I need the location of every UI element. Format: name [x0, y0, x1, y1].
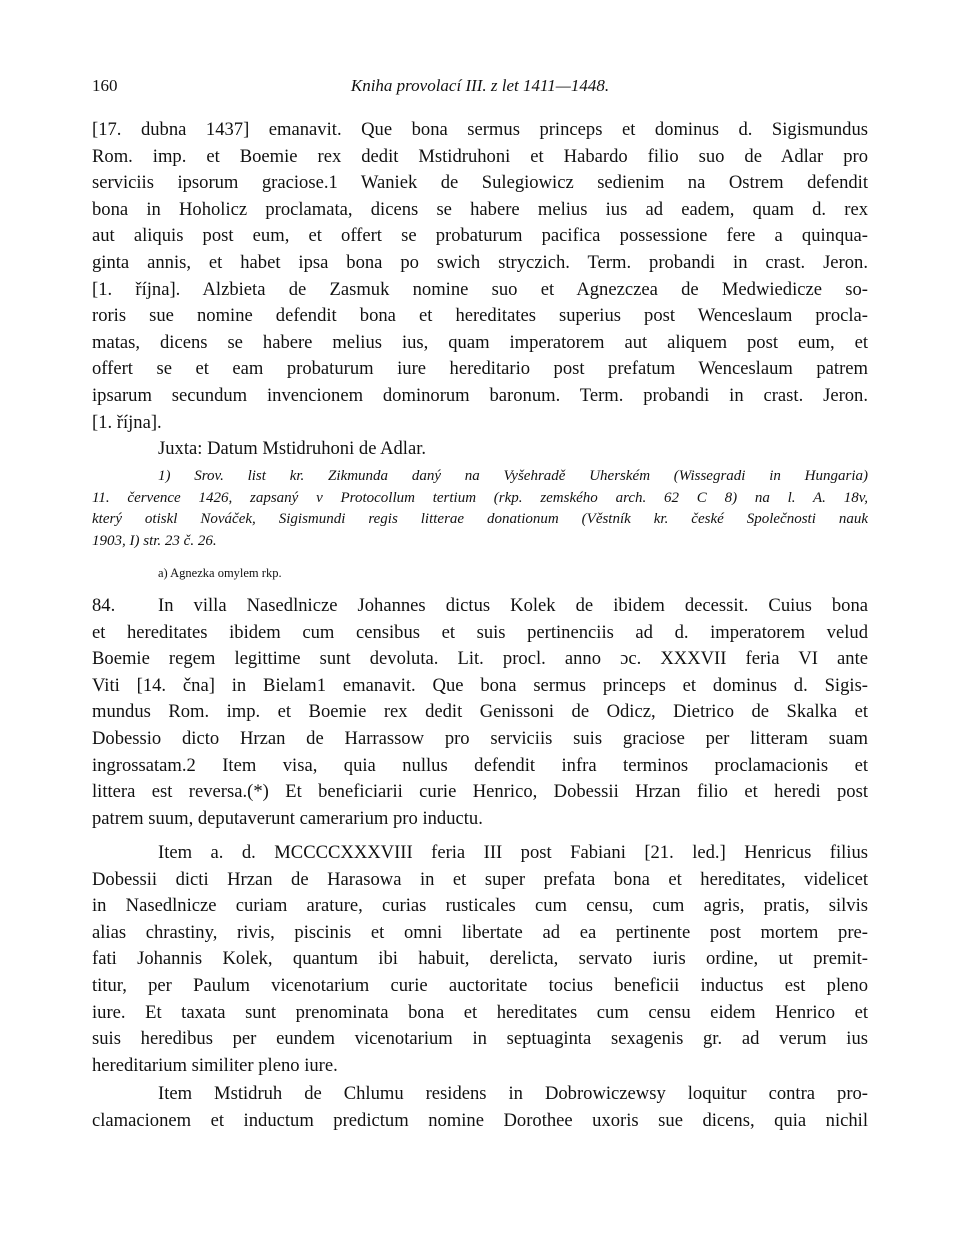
variant-note: a) Agnezka omylem rkp. — [158, 566, 282, 580]
entry-first-line: In villa Nasedlnicze Johannes dictus Kolek de ibidem decessit. Cuius bona — [158, 595, 868, 616]
text-line — [92, 593, 868, 620]
text-line: aut aliquis post eum, et offert se probaturum pacifica possessione fere a quinqua- — [92, 225, 868, 247]
juxta-line: Juxta: Datum Mstidruhoni de Adlar. — [158, 438, 427, 460]
text-line: [17. dubna 1437] emanavit. Que bona sermus princeps et dominus d. Sigismundus — [92, 119, 868, 140]
text-line: bona in Hoholicz proclamata, dicens se habere melius ius ad eadem, quam d. rex — [92, 198, 868, 220]
text-line: et hereditates ibidem cum censibus et suis pertinenciis ad d. imperatorem velud — [92, 621, 868, 643]
text-line: alias chrastiny, rivis, piscinis et omni libertate ad ea pertinente post mortem pre- — [92, 921, 868, 943]
critical-note — [92, 563, 868, 583]
text-line: in Nasedlnicze curiam arature, curias rusticales cum censu, cum agris, pratis, silvis — [92, 895, 868, 917]
text-line: patrem suum, deputaverunt camerarium pro inductu. — [92, 807, 483, 829]
text-line: Item Mstidruh de Chlumu residens in Dobrowiczewsy loquitur contra pro- — [158, 1083, 868, 1104]
running-title: Kniha provolací III. z let 1411—1448. — [350, 76, 610, 95]
text-line: Item a. d. MCCCCXXXVIII feria III post Fabiani [21. led.] Henricus filius — [158, 842, 868, 863]
text-line: ipsarum secundum invencionem dominorum baronum. Term. probandi in crast. Jeron. — [92, 384, 868, 406]
text-line: littera est reversa.(*) Et beneficiarii curie Henrico, Dobessii Hrzan filio et heredi post — [92, 781, 868, 803]
text-line: clamacionem et inductum predictum nomine Dorothee uxoris sue dicens, quia nichil — [92, 1109, 868, 1131]
text-line: offert se et eam probaturum iure hereditario post prefatum Wenceslaum patrem — [92, 358, 868, 380]
footnote-line: 1903, I) str. 23 č. 26. — [92, 532, 217, 549]
text-line: matas, dicens se habere melius ius, quam imperatorem aut aliquem post eum, et — [92, 331, 868, 353]
text-line: iure. Et taxata sunt prenominata bona et hereditates cum censu eidem Henrico et — [92, 1001, 868, 1023]
text-line: ginta annis, et habet ipsa bona po swich stryczich. Term. probandi in crast. Jeron. — [92, 251, 868, 273]
text-line: Rom. imp. et Boemie rex dedit Mstidruhoni et Habardo filio suo de Adlar pro — [92, 145, 868, 167]
text-line: Boemie regem legittime sunt devoluta. Lit. procl. anno ɔc. XXXVII feria VI ante — [92, 648, 868, 670]
text-line: Dobessii dicti Hrzan de Harasowa in et super prefata bona et hereditates, videlicet — [92, 868, 868, 890]
text-line: mundus Rom. imp. et Boemie rex dedit Genissoni de Odicz, Dietrico de Skalka et — [92, 701, 868, 723]
text-line: roris sue nomine defendit bona et hereditates superius post Wenceslaum procla- — [92, 305, 868, 327]
text-line: Viti [14. čna] in Bielam1 emanavit. Que bona sermus princeps et dominus d. Sigis- — [92, 674, 868, 696]
paragraph-mstidruh — [92, 1081, 868, 1134]
page-number: 160 — [92, 76, 118, 95]
text-line: Dobessio dicto Hrzan de Harrassow pro serviciis suis graciose per litteram suam — [92, 727, 868, 749]
page-header — [92, 76, 868, 100]
text-line: suis heredibus per eundem vicenotarium in septuaginta sexagenis gr. ad verum ius — [92, 1028, 868, 1050]
entry-number: 84. — [92, 595, 116, 616]
paragraph-inductio — [92, 840, 868, 1079]
text-line: [1. října]. Alzbieta de Zasmuk nomine suo et Agnezczea de Medwiedicze so- — [92, 278, 868, 300]
text-line: ingrossatam.2 Item visa, quia nullus defendit infra terminos proclamacionis et — [92, 754, 868, 776]
footnote-line: 11. července 1426, zapsaný v Protocollum tertium (rkp. zemského arch. 62 C 8) na l. A. 18v, — [92, 489, 868, 506]
footnote-line: 1) Srov. list kr. Zikmunda daný na Vyšehradě Uherském (Wissegradi in Hungaria) — [158, 468, 868, 484]
entry-84 — [92, 593, 868, 832]
text-line: [1. října]. — [92, 411, 162, 433]
footnotes — [92, 466, 868, 552]
text-line: titur, per Paulum vicenotarium curie auctoritate tocius beneficii inductus est pleno — [92, 974, 868, 996]
text-line: fati Johannis Kolek, quantum ibi habuit, derelicta, servato iuris ordine, ut premit- — [92, 948, 868, 970]
text-line: serviciis ipsorum graciose.1 Waniek de Sulegiowicz sedienim na Ostrem defendit — [92, 172, 868, 194]
footnote-line: který otiskl Nováček, Sigismundi regis litterae donationum (Věstník kr. české Společnosti nauk — [92, 511, 868, 528]
paragraph-continuation — [92, 117, 868, 463]
text-line: hereditarium similiter pleno iure. — [92, 1054, 338, 1076]
